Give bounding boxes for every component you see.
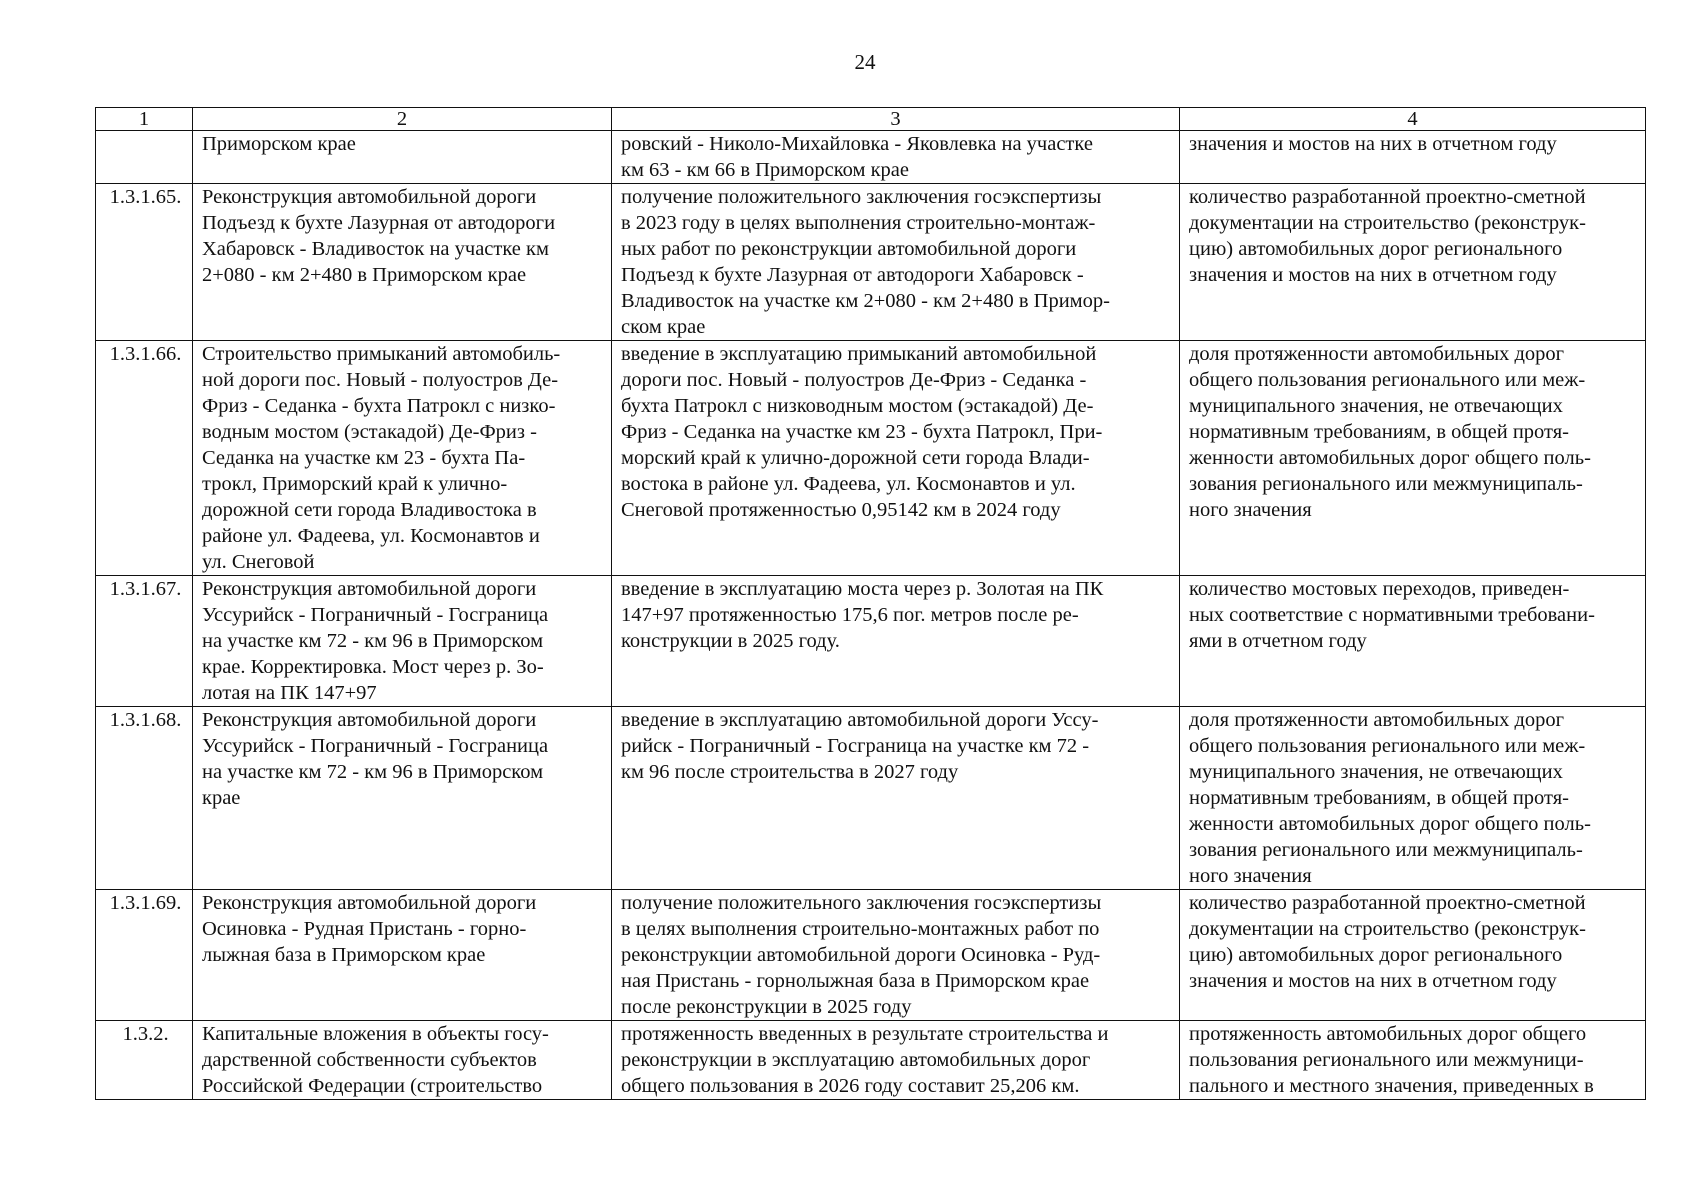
cell-text-line: пального и местного значения, приведенных в	[1189, 1075, 1594, 1097]
cell-text-line: км 96 после строительства в 2027 году	[621, 761, 959, 783]
table-row	[96, 1021, 1646, 1100]
cell-text-line: количество разработанной проектно-сметной	[1189, 892, 1586, 914]
cell-text-line: Строительство примыканий автомобиль-	[202, 343, 561, 365]
cell-text-line: Реконструкция автомобильной дороги	[202, 709, 537, 731]
cell-text-line: крае	[202, 787, 241, 809]
cell-text-line: крае. Корректировка. Мост через р. Зо-	[202, 656, 544, 678]
cell-text-line: ных работ по реконструкции автомобильной дороги	[621, 238, 1077, 260]
cell-text-line: Российской Федерации (строительство	[202, 1075, 543, 1097]
cell-text-line: реконструкции в эксплуатацию автомобильных дорог	[621, 1049, 1091, 1071]
cell-text-line: документации на строительство (реконструк-	[1189, 918, 1586, 940]
column-header: 1	[96, 108, 193, 131]
event-name-cell	[193, 131, 612, 184]
event-name-cell	[193, 576, 612, 707]
indicator-cell	[1180, 131, 1646, 184]
cell-text-line: районе ул. Фадеева, ул. Космонавтов и	[202, 525, 540, 547]
cell-text-line: получение положительного заключения госэкспертизы	[621, 186, 1102, 208]
event-name-cell	[193, 1021, 612, 1100]
expected-result-cell	[612, 1021, 1180, 1100]
expected-result-cell	[612, 576, 1180, 707]
indicator-cell	[1180, 707, 1646, 890]
indicator-cell	[1180, 890, 1646, 1021]
column-header: 4	[1180, 108, 1646, 131]
column-header: 2	[193, 108, 612, 131]
cell-text-line: женности автомобильных дорог общего поль-	[1189, 813, 1591, 835]
table-row	[96, 890, 1646, 1021]
row-number: 1.3.1.67.	[96, 576, 193, 707]
cell-text-line: ная Пристань - горнолыжная база в Приморском крае	[621, 970, 1090, 992]
expected-result-cell	[612, 890, 1180, 1021]
cell-text-line: общего пользования в 2026 году составит 25,206 км.	[621, 1075, 1080, 1097]
cell-text-line: значения и мостов на них в отчетном году	[1189, 970, 1557, 992]
cell-text-line: Седанка на участке км 23 - бухта Па-	[202, 447, 526, 469]
cell-text-line: значения и мостов на них в отчетном году	[1189, 264, 1557, 286]
event-name-cell	[193, 184, 612, 341]
cell-text-line: Приморском крае	[202, 133, 356, 155]
cell-text-line: протяженность автомобильных дорог общего	[1189, 1023, 1587, 1045]
event-name-cell	[193, 890, 612, 1021]
cell-text-line: Хабаровск - Владивосток на участке км	[202, 238, 549, 260]
cell-text-line: пользования регионального или межмуници-	[1189, 1049, 1584, 1071]
cell-text-line: реконструкции автомобильной дороги Осиновка - Руд-	[621, 944, 1101, 966]
cell-text-line: доля протяженности автомобильных дорог	[1189, 709, 1565, 731]
cell-text-line: ного значения	[1189, 865, 1312, 887]
expected-result-cell	[612, 131, 1180, 184]
cell-text-line: Осиновка - Рудная Пристань - горно-	[202, 918, 527, 940]
cell-text-line: документации на строительство (реконструк-	[1189, 212, 1586, 234]
cell-text-line: Подъезд к бухте Лазурная от автодороги Хабаровск -	[621, 264, 1084, 286]
cell-text-line: общего пользования регионального или меж-	[1189, 369, 1586, 391]
event-name-cell	[193, 341, 612, 576]
cell-text-line: доля протяженности автомобильных дорог	[1189, 343, 1565, 365]
page-number: 24	[854, 50, 876, 74]
indicator-cell	[1180, 341, 1646, 576]
table-row	[96, 184, 1646, 341]
cell-text-line: 2+080 - км 2+480 в Приморском крае	[202, 264, 527, 286]
cell-text-line: значения и мостов на них в отчетном году	[1189, 133, 1557, 155]
cell-text-line: нормативным требованиям, в общей протя-	[1189, 421, 1569, 443]
cell-text-line: Реконструкция автомобильной дороги	[202, 892, 537, 914]
cell-text-line: количество мостовых переходов, приведен-	[1189, 578, 1570, 600]
indicator-cell	[1180, 1021, 1646, 1100]
cell-text-line: Владивосток на участке км 2+080 - км 2+480 в Примор-	[621, 290, 1110, 312]
cell-text-line: Подъезд к бухте Лазурная от автодороги	[202, 212, 556, 234]
cell-text-line: количество разработанной проектно-сметной	[1189, 186, 1586, 208]
row-number: 1.3.2.	[96, 1021, 193, 1100]
cell-text-line: получение положительного заключения госэкспертизы	[621, 892, 1102, 914]
cell-text-line: протяженность введенных в результате строительства и	[621, 1023, 1109, 1045]
cell-text-line: дарственной собственности субъектов	[202, 1049, 537, 1071]
cell-text-line: введение в эксплуатацию автомобильной дороги Уссу-	[621, 709, 1099, 731]
table-row	[96, 576, 1646, 707]
expected-result-cell	[612, 184, 1180, 341]
cell-text-line: ями в отчетном году	[1189, 630, 1367, 652]
indicator-cell	[1180, 576, 1646, 707]
table-row	[96, 131, 1646, 184]
cell-text-line: ском крае	[621, 316, 706, 338]
cell-text-line: рийск - Пограничный - Госграница на участке км 72 -	[621, 735, 1090, 757]
cell-text-line: общего пользования регионального или меж-	[1189, 735, 1586, 757]
cell-text-line: лотая на ПК 147+97	[202, 682, 377, 704]
cell-text-line: на участке км 72 - км 96 в Приморском	[202, 630, 544, 652]
cell-text-line: ной дороги пос. Новый - полуостров Де-	[202, 369, 559, 391]
cell-text-line: зования регионального или межмуниципаль-	[1189, 473, 1583, 495]
cell-text-line: дороги пос. Новый - полуостров Де-Фриз - Седанка -	[621, 369, 1087, 391]
row-number	[96, 131, 193, 184]
expected-result-cell	[612, 707, 1180, 890]
cell-text-line: Снеговой протяженностью 0,95142 км в 2024 году	[621, 499, 1061, 521]
cell-text-line: ных соответствие с нормативными требовани-	[1189, 604, 1595, 626]
cell-text-line: Фриз - Седанка - бухта Патрокл с низко-	[202, 395, 556, 417]
cell-text-line: женности автомобильных дорог общего поль-	[1189, 447, 1591, 469]
column-header: 3	[612, 108, 1180, 131]
row-number: 1.3.1.66.	[96, 341, 193, 576]
table-row	[96, 341, 1646, 576]
cell-text-line: в 2023 году в целях выполнения строительно-монтаж-	[621, 212, 1096, 234]
cell-text-line: Капитальные вложения в объекты госу-	[202, 1023, 549, 1045]
cell-text-line: 147+97 протяженностью 175,6 пог. метров после ре-	[621, 604, 1079, 626]
event-name-cell	[193, 707, 612, 890]
cell-text-line: Уссурийск - Пограничный - Госграница	[202, 735, 549, 757]
cell-text-line: после реконструкции в 2025 году	[621, 996, 912, 1018]
row-number: 1.3.1.69.	[96, 890, 193, 1021]
cell-text-line: на участке км 72 - км 96 в Приморском	[202, 761, 544, 783]
cell-text-line: Уссурийск - Пограничный - Госграница	[202, 604, 549, 626]
cell-text-line: ул. Снеговой	[202, 551, 315, 573]
cell-text-line: конструкции в 2025 году.	[621, 630, 840, 652]
row-number: 1.3.1.68.	[96, 707, 193, 890]
cell-text-line: км 63 - км 66 в Приморском крае	[621, 159, 910, 181]
cell-text-line: цию) автомобильных дорог регионального	[1189, 238, 1563, 260]
table-row	[96, 707, 1646, 890]
cell-text-line: лыжная база в Приморском крае	[202, 944, 486, 966]
cell-text-line: ровский - Николо-Михайловка - Яковлевка на участке	[621, 133, 1093, 155]
cell-text-line: водным мостом (эстакадой) Де-Фриз -	[202, 421, 537, 443]
header-row	[96, 108, 1646, 131]
cell-text-line: цию) автомобильных дорог регионального	[1189, 944, 1563, 966]
cell-text-line: бухта Патрокл с низководным мостом (эстакадой) Де-	[621, 395, 1094, 417]
cell-text-line: нормативным требованиям, в общей протя-	[1189, 787, 1569, 809]
indicator-cell	[1180, 184, 1646, 341]
cell-text-line: введение в эксплуатацию примыканий автомобильной	[621, 343, 1097, 365]
expected-result-cell	[612, 341, 1180, 576]
cell-text-line: востока в районе ул. Фадеева, ул. Космонавтов и ул.	[621, 473, 1076, 495]
cell-text-line: морский край к улично-дорожной сети города Влади-	[621, 447, 1090, 469]
cell-text-line: Реконструкция автомобильной дороги	[202, 186, 537, 208]
cell-text-line: дорожной сети города Владивостока в	[202, 499, 537, 521]
cell-text-line: в целях выполнения строительно-монтажных работ по	[621, 918, 1100, 940]
cell-text-line: муниципального значения, не отвечающих	[1189, 761, 1563, 783]
cell-text-line: зования регионального или межмуниципаль-	[1189, 839, 1583, 861]
cell-text-line: ного значения	[1189, 499, 1312, 521]
program-table	[95, 107, 1646, 1100]
cell-text-line: муниципального значения, не отвечающих	[1189, 395, 1563, 417]
cell-text-line: введение в эксплуатацию моста через р. Золотая на ПК	[621, 578, 1104, 600]
cell-text-line: Реконструкция автомобильной дороги	[202, 578, 537, 600]
cell-text-line: Фриз - Седанка на участке км 23 - бухта Патрокл, При-	[621, 421, 1103, 443]
row-number: 1.3.1.65.	[96, 184, 193, 341]
cell-text-line: трокл, Приморский край к улично-	[202, 473, 508, 495]
